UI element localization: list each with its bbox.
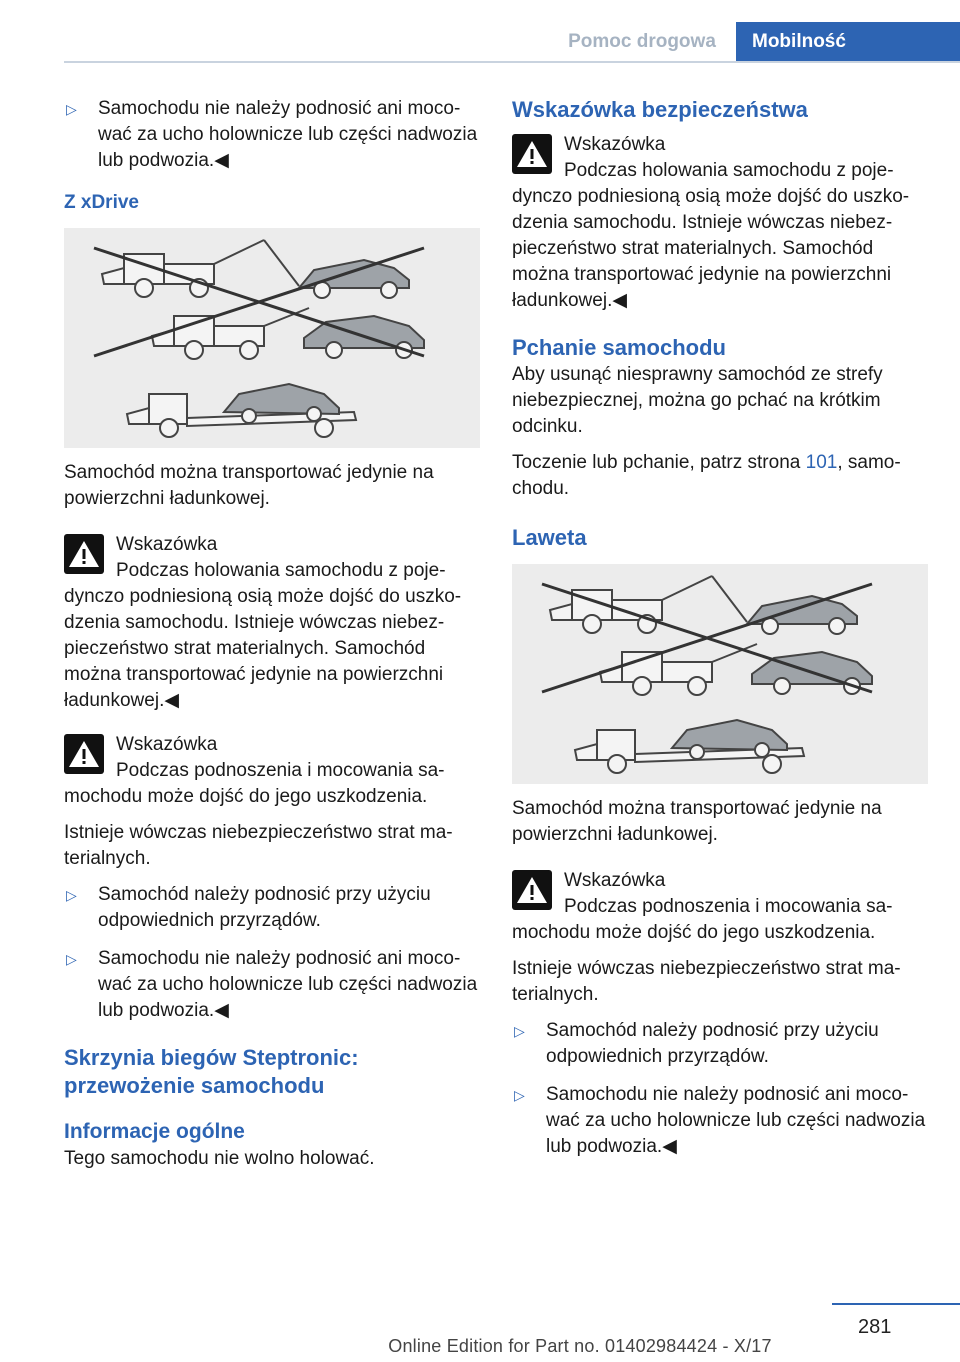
warning-text: Podczas holowania samochodu z pojedynczo podniesioną osią może dojść do uszkodzenia samochodu. Istnieje wówczas niebezpieczeństwo strat materialnych. Samochód można transportować jedynie na powierzchni ładunkowej.◀ (512, 160, 910, 311)
list-item: ▷ Samochodu nie należy podnosić ani mocować za ucho holownicze lub części nadwozia lub podwozia.◀ (512, 1082, 928, 1160)
warning-block (512, 868, 928, 946)
warning-icon (512, 870, 552, 910)
list-item: ▷ Samochodu nie należy podnosić ani mocować za ucho holownicze lub części nadwozia lub podwozia.◀ (64, 946, 480, 1024)
warning-icon (512, 134, 552, 174)
warning-title: Wskazówka (116, 534, 218, 555)
rolling-reference-text: Toczenie lub pchanie, patrz strona 101, samochodu. (512, 452, 901, 499)
warning-block (64, 732, 480, 810)
page-header (0, 0, 960, 62)
towing-methods-svg (64, 228, 480, 448)
pushing-text: Aby usunąć niesprawny samochód ze strefy niebezpiecznej, można go pchać na krótkim odcinku. (512, 364, 883, 437)
heading-general-info: Informacje ogólne (64, 1120, 245, 1143)
warning-title: Wskazówka (564, 870, 666, 891)
heading-xdrive: Z xDrive (64, 192, 139, 213)
triangle-bullet-icon: ▷ (66, 101, 77, 117)
heading-pushing: Pchanie samochodu (512, 335, 726, 360)
triangle-bullet-icon: ▷ (514, 1023, 525, 1039)
list-item: ▷ Samochód należy podnosić przy użyciu odpowiednich przyrządów. (64, 882, 480, 934)
triangle-bullet-icon: ▷ (66, 951, 77, 967)
figure-caption: Samochód można transportować jedynie na powierzchni ładunkowej. (64, 462, 434, 509)
page-link-101[interactable]: 101 (805, 452, 838, 473)
general-info-text: Tego samochodu nie wolno holować. (64, 1148, 375, 1169)
warning-icon (64, 734, 104, 774)
left-column (64, 96, 480, 1182)
section-tab-pomoc-drogowa: Pomoc drogowa (568, 31, 716, 52)
edition-note: Online Edition for Part no. 01402984424 - X/17 (388, 1336, 772, 1356)
warning-text: Podczas holowania samochodu z pojedynczo podniesioną osią może dojść do uszkodzenia samochodu. Istnieje wówczas niebezpieczeństwo strat materialnych. Samochód można transportować jedynie na powierzchni ładunkowej.◀ (64, 560, 462, 711)
warning-text: Podczas podnoszenia i mocowania samochodu może dojść do jego uszkodzenia. (64, 760, 445, 807)
warning-title: Wskazówka (564, 134, 666, 155)
footer-rule (832, 1303, 960, 1305)
towing-illustration (512, 564, 928, 784)
warning-text: Podczas podnoszenia i mocowania samochodu może dojść do jego uszkodzenia. (512, 896, 893, 943)
right-column (512, 96, 928, 1172)
towing-illustration (64, 228, 480, 448)
heading-safety-note: Wskazówka bezpieczeństwa (512, 97, 808, 122)
warning-icon (64, 534, 104, 574)
warning-block (64, 532, 480, 714)
page-number: 281 (858, 1316, 892, 1338)
list-item: ▷ Samochodu nie należy podnosić ani mocować za ucho holownicze lub części nadwozia lub podwozia.◀ (64, 96, 480, 174)
header-rule (64, 61, 960, 63)
triangle-bullet-icon: ▷ (66, 887, 77, 903)
risk-text: Istnieje wówczas niebezpieczeństwo strat materialnych. (512, 958, 901, 1005)
towing-methods-svg (512, 564, 928, 784)
warning-title: Wskazówka (116, 734, 218, 755)
chapter-tab-mobilnosc: Mobilność (736, 22, 960, 62)
heading-flatbed: Laweta (512, 525, 587, 550)
figure-caption: Samochód można transportować jedynie na powierzchni ładunkowej. (512, 798, 882, 845)
heading-steptronic: Skrzynia biegów Steptronic: przewożenie samochodu (64, 1045, 359, 1098)
risk-text: Istnieje wówczas niebezpieczeństwo strat materialnych. (64, 822, 453, 869)
triangle-bullet-icon: ▷ (514, 1087, 525, 1103)
list-item: ▷ Samochód należy podnosić przy użyciu odpowiednich przyrządów. (512, 1018, 928, 1070)
warning-block (512, 132, 928, 314)
